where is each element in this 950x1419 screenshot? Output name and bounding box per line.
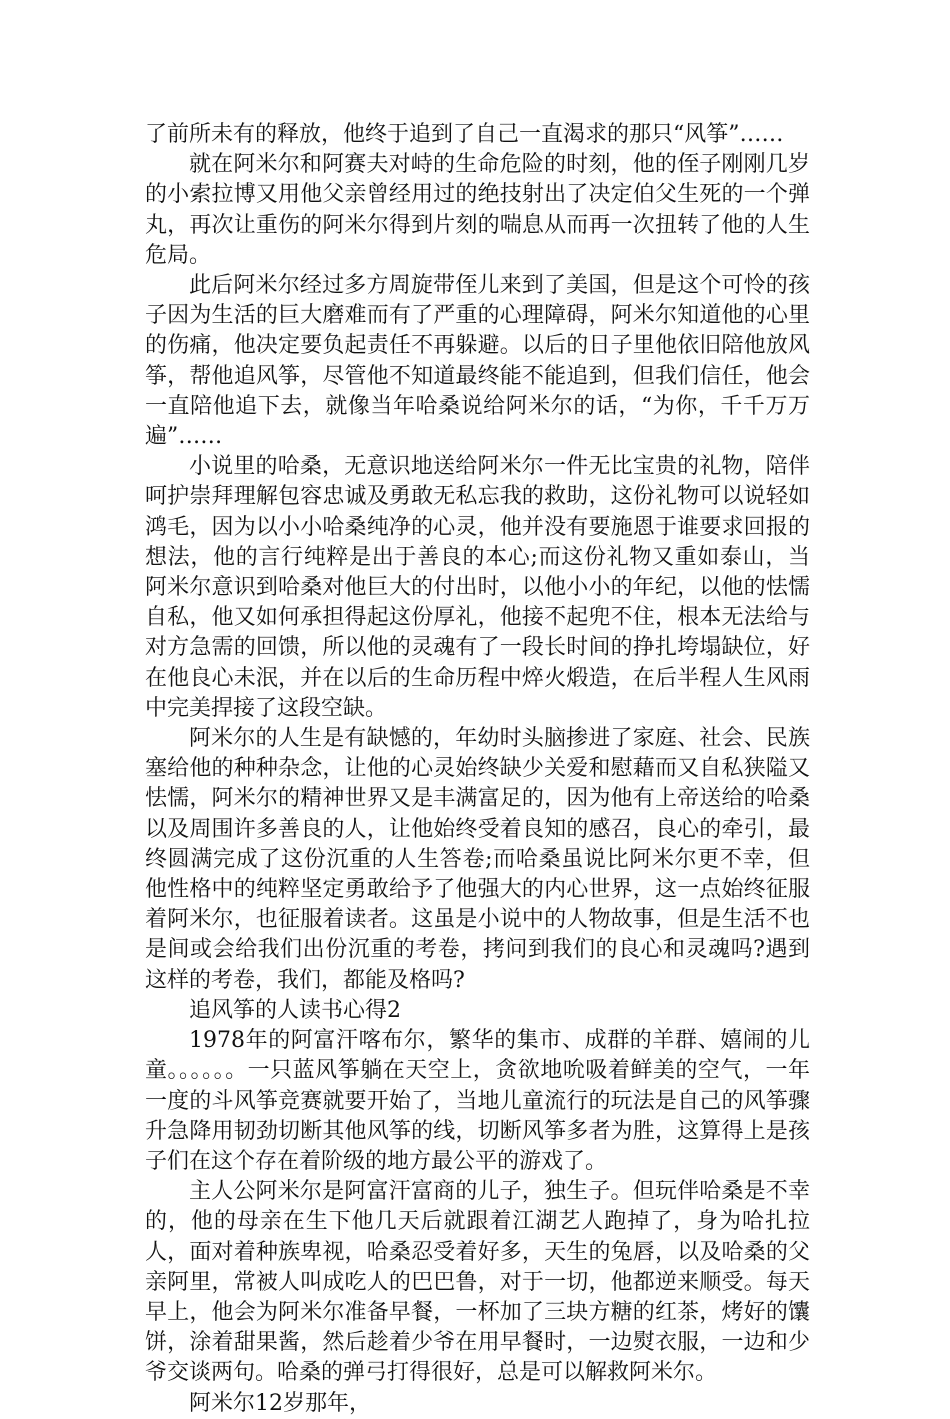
paragraph-8: 阿米尔12岁那年， xyxy=(189,1390,371,1416)
paragraph-4: 小说里的哈桑，无意识地送给阿米尔一件无比宝贵的礼物，陪伴呵护崇拜理解包容忠诚及勇敢无私忘我的救助，这份礼物可以说轻如鸿毛，因为以小小哈桑纯净的心灵，他并没有要施恩于谁要求回报的想法，他的言行纯粹是出于善良的本心;而这份礼物又重如泰山，当阿米尔意识到哈桑对他巨大的付出时，以他小小的年纪，以他的怯懦自私，他又如何承担得起这份厚礼，他接不起兜不住，根本无法给与对方急需的回馈，所以他的灵魂有了一段长时间的挣扎垮塌缺位，好在他良心未泯，并在以后的生命历程中焠火煅造，在后半程人生风雨中完美捍接了这段空缺。 xyxy=(145,454,810,721)
document-page xyxy=(145,120,810,1419)
paragraph-3: 此后阿米尔经过多方周旋带侄儿来到了美国，但是这个可怜的孩子因为生活的巨大磨难而有了严重的心理障碍，阿米尔知道他的心里的伤痛，他决定要负起责任不再躲避。以后的日子里他依旧陪他放风筝，帮他追风筝，尽管他不知道最终能不能追到，但我们信任，他会一直陪他追下去，就像当年哈桑说给阿米尔的话，“为你，千千万万遍”…… xyxy=(145,273,810,450)
section-heading: 追风筝的人读书心得2 xyxy=(189,997,401,1023)
paragraph-1: 了前所未有的释放，他终于追到了自己一直渴求的那只“风筝”…… xyxy=(145,122,784,147)
paragraph-2: 就在阿米尔和阿赛夫对峙的生命危险的时刻，他的侄子刚刚几岁的小索拉博又用他父亲曾经用过的绝技射出了决定伯父生死的一个弹丸，再次让重伤的阿米尔得到片刻的喘息从而再一次扭转了他的人生危局。 xyxy=(145,152,810,268)
paragraph-5: 阿米尔的人生是有缺憾的，年幼时头脑掺进了家庭、社会、民族塞给他的种种杂念，让他的心灵始终缺少关爱和慰藉而又自私狭隘又怯懦，阿米尔的精神世界又是丰满富足的，因为他有上帝送给的哈桑以及周围许多善良的人，让他始终受着良知的感召，良心的牵引，最终圆满完成了这份沉重的人生答卷;而哈桑虽说比阿米尔更不幸，但他性格中的纯粹坚定勇敢给予了他强大的内心世界，这一点始终征服着阿米尔，也征服着读者。这虽是小说中的人物故事，但是生活不也是间或会给我们出份沉重的考卷，拷问到我们的良心和灵魂吗?遇到这样的考卷，我们，都能及格吗? xyxy=(145,726,810,993)
paragraph-7: 主人公阿米尔是阿富汗富商的儿子，独生子。但玩伴哈桑是不幸的，他的母亲在生下他几天后就跟着江湖艺人跑掉了，身为哈扎拉人，面对着种族卑视，哈桑忍受着好多，天生的兔唇，以及哈桑的父亲阿里，常被人叫成吃人的巴巴鲁，对于一切，他都逆来顺受。每天早上，他会为阿米尔准备早餐，一杯加了三块方糖的红茶，烤好的馕饼，涂着甜果酱，然后趁着少爷在用早餐时，一边熨衣服，一边和少爷交谈两句。哈桑的弹弓打得很好，总是可以解救阿米尔。 xyxy=(145,1179,810,1386)
paragraph-6: 1978年的阿富汗喀布尔，繁华的集市、成群的羊群、嬉闹的儿童。。。。。。一只蓝风筝躺在天空上，贪欲地吮吸着鲜美的空气，一年一度的斗风筝竞赛就要开始了，当地儿童流行的玩法是自己的风筝骤升急降用韧劲切断其他风筝的线，切断风筝多者为胜，这算得上是孩子们在这个存在着阶级的地方最公平的游戏了。 xyxy=(145,1028,810,1174)
